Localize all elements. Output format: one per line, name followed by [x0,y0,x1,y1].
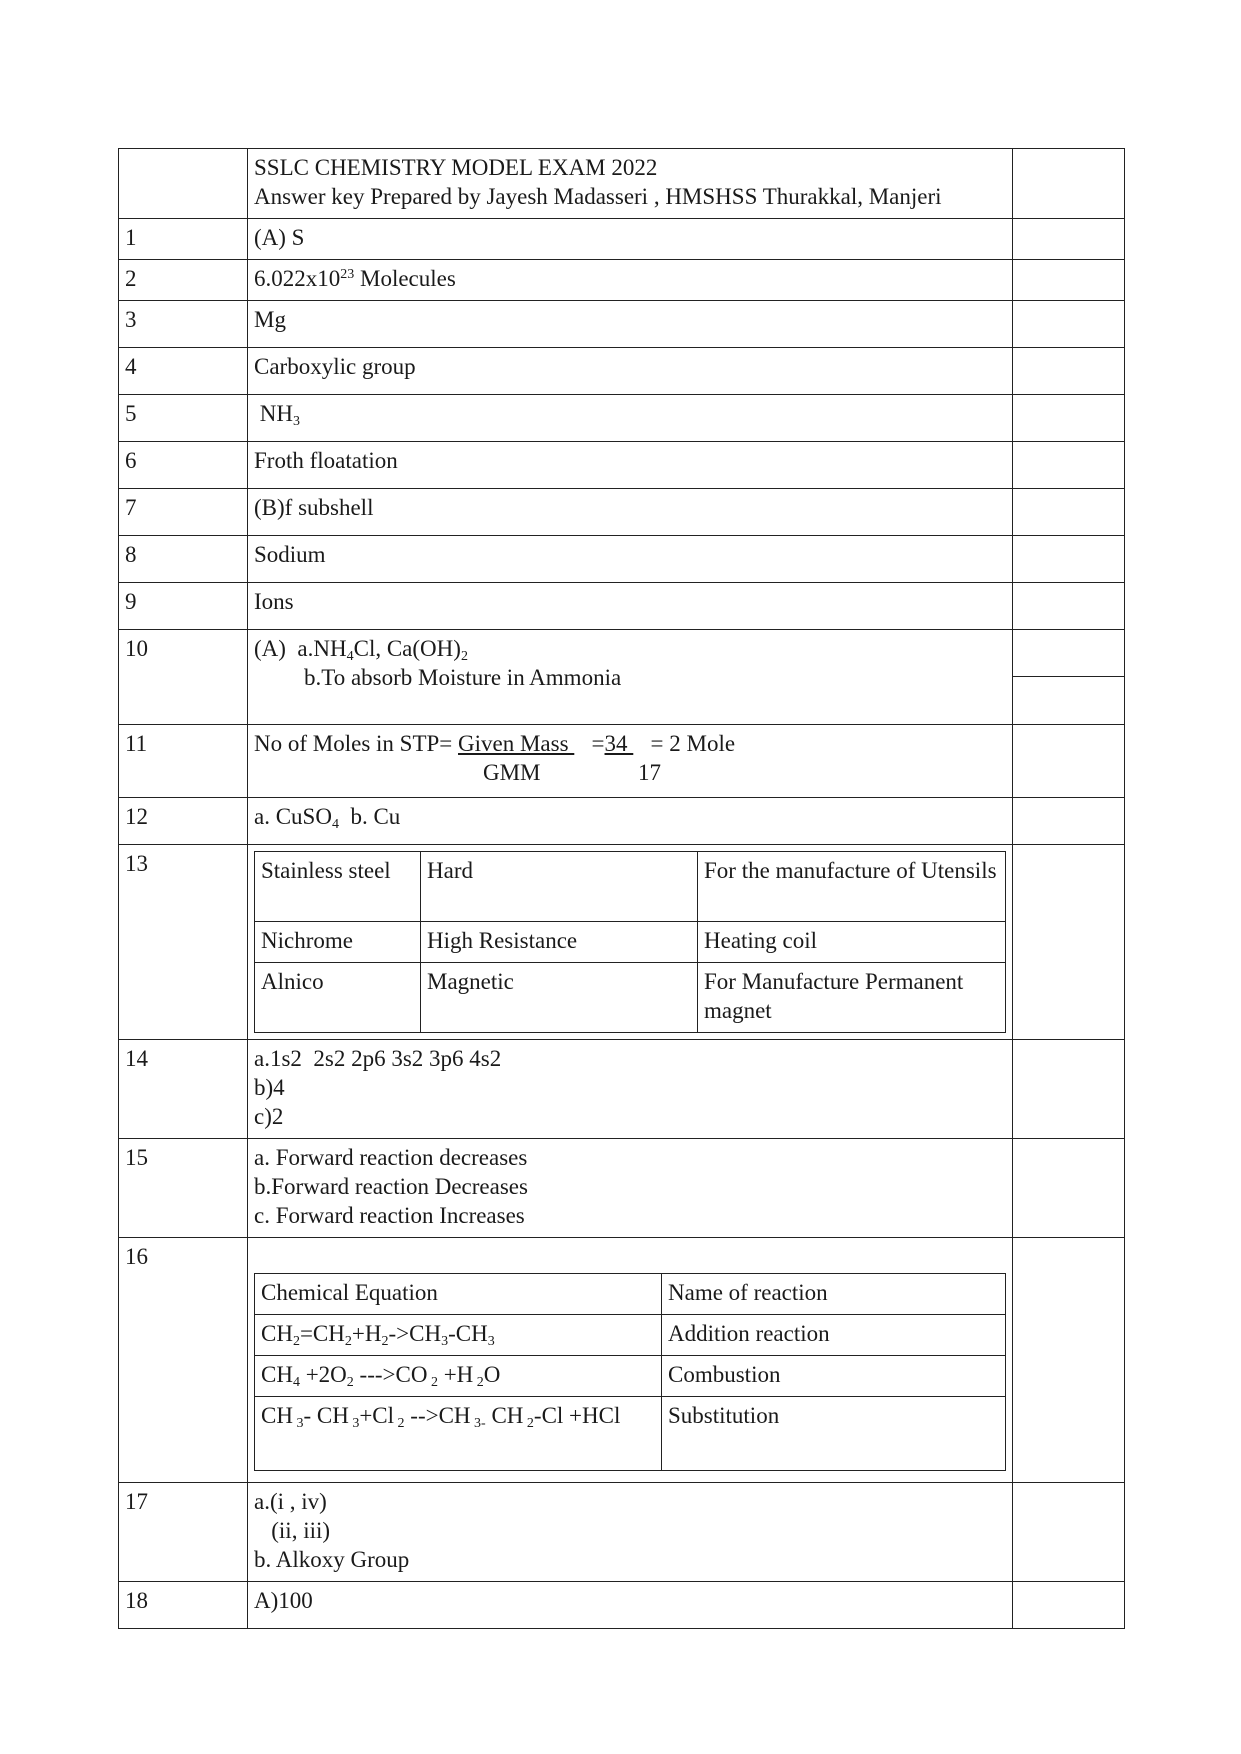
eq-part: ->CH [388,1321,442,1346]
question-number: 7 [119,489,248,536]
answer-text: No of Moles in STP= [254,731,459,756]
answer-text: (A) a.NH [254,636,347,661]
alloy-property: High Resistance [421,922,698,963]
reaction-name: Addition reaction [662,1315,1006,1356]
subscript: 2 [344,1334,352,1349]
answer-cell [248,798,1013,845]
reaction-row [255,1356,1006,1397]
answer-cell [248,395,1013,442]
table-row [119,1238,1125,1483]
answer-cell [248,845,1013,1040]
subscript: 3 [292,414,300,429]
chemical-equation [255,1315,662,1356]
answer-line: a.1s2 2s2 2p6 3s2 3p6 4s2 [254,1046,502,1071]
answer-cell: Sodium [248,536,1013,583]
question-number: 13 [119,845,248,1040]
table-row [119,536,1125,583]
alloy-property: Hard [421,852,698,922]
answer-line: a. Forward reaction decreases [254,1145,528,1170]
alloy-name: Nichrome [255,922,421,963]
denominator-gmm: GMM [483,760,541,785]
answer-cell: Carboxylic group [248,348,1013,395]
alloy-row [255,963,1006,1033]
answer-cell: Ions [248,583,1013,630]
question-number: 1 [119,219,248,260]
answer-text: Cl, Ca(OH) [353,636,461,661]
answer-cell [248,1040,1013,1139]
mark-cell [1013,149,1125,219]
answer-cell [248,1483,1013,1582]
reaction-name: Substitution [662,1397,1006,1471]
eq-part: CH [485,1403,524,1428]
answer-line: c)2 [254,1104,284,1129]
question-number: 12 [119,798,248,845]
eq-part: -CH [448,1321,488,1346]
subscript: 2 [292,1334,300,1349]
answer-cell [248,1238,1013,1483]
table-row [119,348,1125,395]
mark-cell [1013,1483,1125,1582]
alloy-name: Alnico [255,963,421,1033]
answer-text: NH [254,401,293,426]
eq-part: CH [261,1321,293,1346]
reaction-table [254,1273,1006,1471]
eq-part: O [483,1362,501,1387]
mark-subcell [1013,630,1124,677]
subscript: 2 [473,1375,484,1390]
table-row [119,725,1125,798]
subscript: 2 [381,1334,389,1349]
answer-text: b. Cu [338,804,401,829]
table-row [119,219,1125,260]
question-number: 15 [119,1139,248,1238]
answer-cell: Froth floatation [248,442,1013,489]
numerator-value: 34 [604,731,634,756]
header-cell [248,149,1013,219]
answer-cell [248,1139,1013,1238]
answer-cell: (A) S [248,219,1013,260]
table-row [119,630,1125,725]
answer-cell [248,725,1013,798]
mark-cell [1013,1139,1125,1238]
denominator-line [254,758,1006,787]
eq-part: +2O [299,1362,347,1387]
question-number: 17 [119,1483,248,1582]
question-number: 9 [119,583,248,630]
subscript: 3 [441,1334,449,1349]
eq-part: -->CH [404,1403,471,1428]
table-row [119,845,1125,1040]
reaction-name: Combustion [662,1356,1006,1397]
subscript: 2 [460,649,468,664]
alloy-property: Magnetic [421,963,698,1033]
subscript: 2 [523,1416,534,1431]
mark-cell [1013,301,1125,348]
question-number: 3 [119,301,248,348]
question-number: 8 [119,536,248,583]
table-row [119,1139,1125,1238]
mark-cell [1013,219,1125,260]
mark-cell [1013,1238,1125,1483]
mark-cell [1013,725,1125,798]
mark-cell [1013,583,1125,630]
answer-line: b.To absorb Moisture in Ammonia [304,665,622,690]
table-row [119,1040,1125,1139]
answer-line: b. Alkoxy Group [254,1547,410,1572]
exam-subtitle: Answer key Prepared by Jayesh Madasseri , HMSHSS Thurakkal, Manjeri [254,184,942,209]
answer-line: (ii, iii) [254,1518,331,1543]
table-row [119,1582,1125,1629]
reaction-row [255,1397,1006,1471]
subscript: 3- [470,1416,486,1431]
mark-cell [1013,260,1125,301]
table-row [119,260,1125,301]
question-number: 18 [119,1582,248,1629]
denominator-value: 17 [638,760,661,785]
mark-cell [1013,798,1125,845]
chemical-equation [255,1397,662,1471]
question-number: 4 [119,348,248,395]
subscript: 2 [427,1375,438,1390]
answer-line: a.(i , iv) [254,1489,327,1514]
header-row [119,149,1125,219]
table-row [119,442,1125,489]
table-row [119,583,1125,630]
superscript: 23 [340,267,355,282]
question-number: 6 [119,442,248,489]
answer-text: a. CuSO [254,804,332,829]
answer-cell: A)100 [248,1582,1013,1629]
answer-line: b)4 [254,1075,285,1100]
subscript: 3 [487,1334,495,1349]
alloy-use: For Manufacture Permanent magnet [698,963,1006,1033]
eq-part: -Cl +HCl [533,1403,621,1428]
result-text: = 2 Mole [633,731,736,756]
mark-cell [1013,1582,1125,1629]
answer-text: Molecules [354,266,456,291]
table-row [119,301,1125,348]
eq-part: --->CO [353,1362,428,1387]
subscript: 4 [346,649,354,664]
subscript: 3 [292,1416,304,1431]
subscript: 3 [348,1416,360,1431]
answer-line [254,634,1006,663]
formula-line [254,729,1006,758]
spacer [254,1242,1006,1271]
answer-cell [248,630,1013,725]
subscript: 2 [346,1375,354,1390]
answer-key-page [118,148,1124,1629]
column-header: Chemical Equation [255,1274,662,1315]
question-number: 11 [119,725,248,798]
answer-line: b.Forward reaction Decreases [254,1174,528,1199]
alloy-name: Stainless steel [255,852,421,922]
chemical-equation [255,1356,662,1397]
eq-part: +Cl [359,1403,395,1428]
eq-part: CH [261,1362,293,1387]
reaction-row [255,1315,1006,1356]
exam-title: SSLC CHEMISTRY MODEL EXAM 2022 [254,155,658,180]
table-row [119,489,1125,536]
eq-part: =CH [299,1321,345,1346]
numerator-given-mass: Given Mass [458,731,575,756]
mark-cell [1013,348,1125,395]
equals-sign: = [574,731,605,756]
alloy-use: Heating coil [698,922,1006,963]
alloy-table [254,851,1006,1033]
question-number: 5 [119,395,248,442]
alloy-use: For the manufacture of Utensils [698,852,1006,922]
column-header: Name of reaction [662,1274,1006,1315]
mark-cell [1013,630,1125,725]
subscript: 4 [331,817,339,832]
answer-cell [248,260,1013,301]
answer-cell: Mg [248,301,1013,348]
table-row [119,395,1125,442]
subscript: 4 [292,1375,300,1390]
header-num-cell [119,149,248,219]
alloy-row [255,922,1006,963]
eq-part: CH [261,1403,293,1428]
mark-cell [1013,1040,1125,1139]
question-number: 16 [119,1238,248,1483]
alloy-row [255,852,1006,922]
question-number: 14 [119,1040,248,1139]
mark-cell [1013,845,1125,1040]
question-number: 2 [119,260,248,301]
question-number: 10 [119,630,248,725]
table-row [119,1483,1125,1582]
reaction-header-row [255,1274,1006,1315]
mark-cell [1013,395,1125,442]
mark-cell [1013,442,1125,489]
eq-part: +H [437,1362,474,1387]
answer-line: c. Forward reaction Increases [254,1203,525,1228]
answer-text: 6.022x10 [254,266,341,291]
mark-cell [1013,536,1125,583]
subscript: 2 [394,1416,405,1431]
answer-key-table [118,148,1125,1629]
mark-cell [1013,489,1125,536]
eq-part: - CH [303,1403,349,1428]
table-row [119,798,1125,845]
answer-cell: (B)f subshell [248,489,1013,536]
eq-part: +H [351,1321,382,1346]
